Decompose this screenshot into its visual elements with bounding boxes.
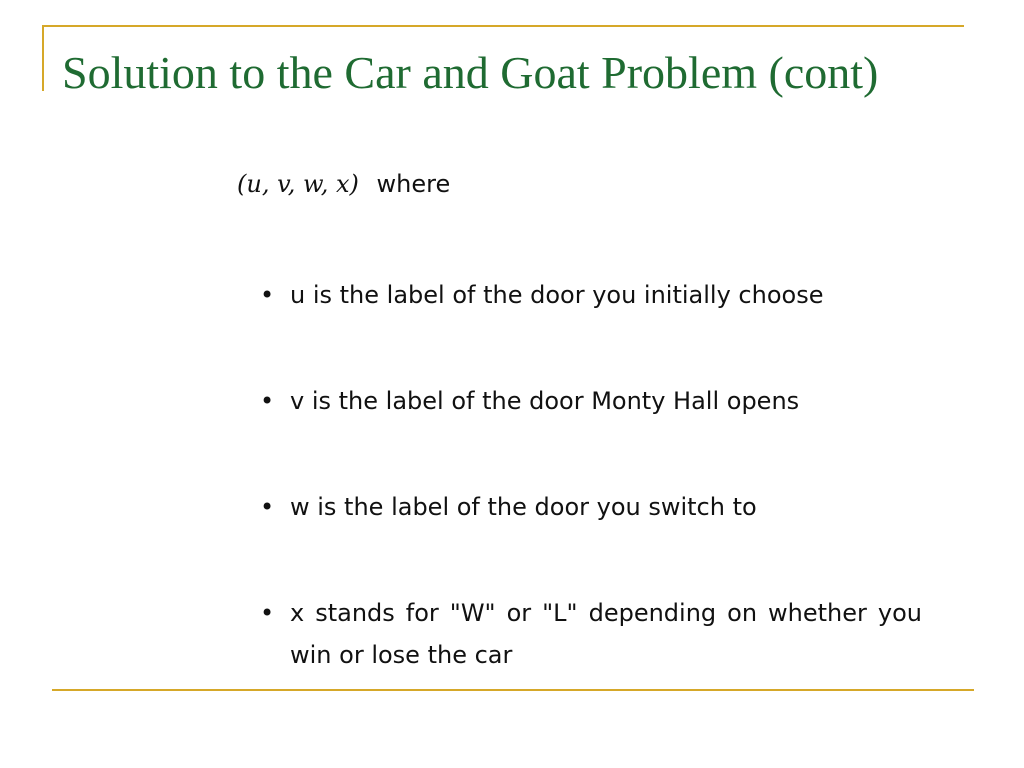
- bullet-text-v: v is the label of the door Monty Hall opens: [290, 387, 800, 415]
- tuple-suffix: where: [376, 170, 451, 198]
- bullet-icon: •: [260, 599, 275, 627]
- bullet-text-u: u is the label of the door you initially choose: [290, 281, 824, 309]
- bullet-icon: •: [260, 493, 275, 521]
- tuple-expression: (u, v, w, x): [237, 170, 359, 198]
- tuple-intro: [237, 167, 450, 201]
- bullet-item-w: [260, 486, 922, 528]
- slide-title: Solution to the Car and Goat Problem (cont): [62, 47, 879, 98]
- left-rule: [42, 25, 44, 91]
- bullet-icon: •: [260, 281, 275, 309]
- top-rule: [42, 25, 964, 27]
- bullet-list: [260, 274, 922, 740]
- bullet-item-u: [260, 274, 922, 316]
- bullet-icon: •: [260, 387, 275, 415]
- bottom-rule: [52, 689, 974, 691]
- bullet-item-x: [260, 592, 922, 676]
- bullet-text-w: w is the label of the door you switch to: [290, 493, 757, 521]
- bullet-text-x: x stands for "W" or "L" depending on whether you win or lose the car: [290, 599, 922, 669]
- bullet-item-v: [260, 380, 922, 422]
